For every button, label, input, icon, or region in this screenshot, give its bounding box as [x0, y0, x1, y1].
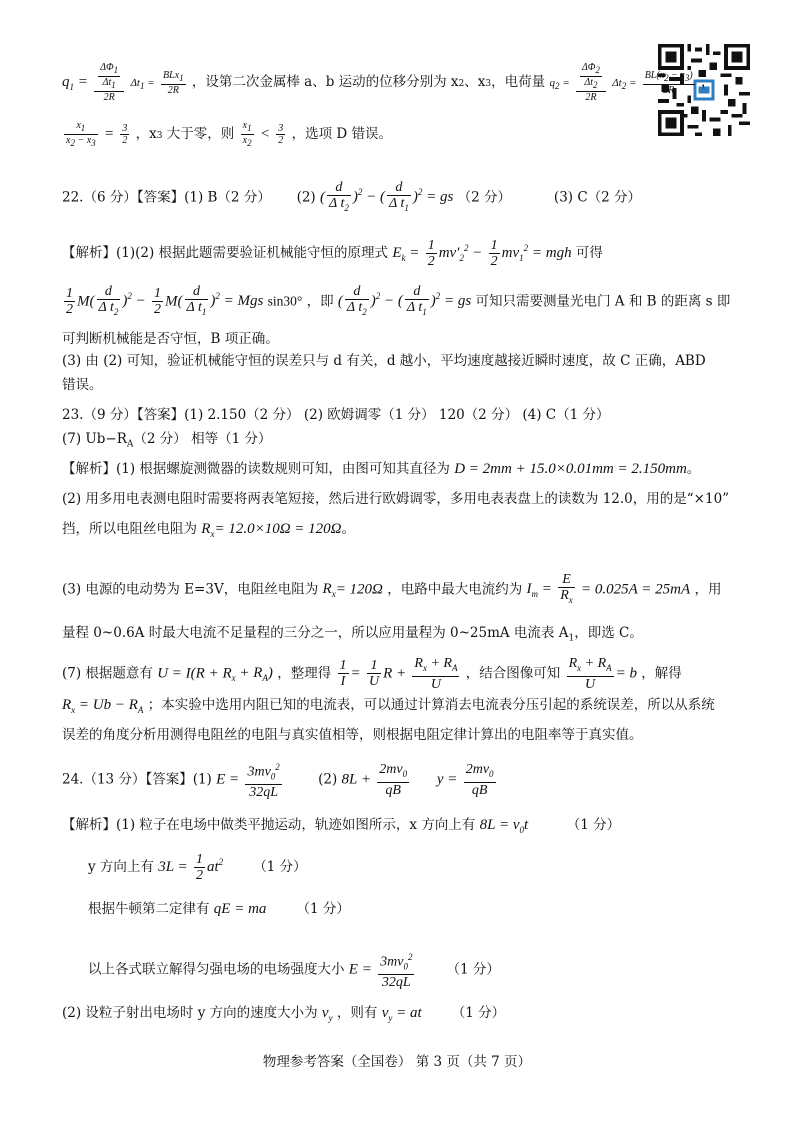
q22-analysis-3: 可判断机械能是否守恒，B 项正确。 — [62, 331, 279, 347]
q23-analysis-3: (3) 电源的电动势为 E=3V，电阻丝电阻为 $R_x= 120\Omega$ ，电路中最大电流约为 $I_m$ = $\frac{E}{R_x}$ = 0.025A = 25mA ，用 — [62, 572, 722, 605]
q23-analysis-3b: 量程 0~0.6A 时最大电流不足量程的三分之一，所以应用量程为 0~25mA 电流表 $A_1$，即选 C。 — [62, 625, 643, 644]
q22-analysis-4: (3) 由 (2) 可知，验证机械能守恒的误差只与 d 有关，d 越小，平均速度越接近瞬时速度，故 C 正确，ABD — [62, 353, 706, 369]
text-line-2: $\frac{x_1}{x_2 - x_3}$ = $\frac{3}{2}$ ，x3 大于零，则 $\frac{x_1}{x_2}$ < $\frac{3}{2}$ ，选项 D 错误。 — [66, 120, 392, 148]
q22-answer: 22.（6 分）【答案】(1) B（2 分） (2) ( $\frac{d}{\Delta t_2}$ )$^2$ − ( $\frac{d}{\Delta t_1}$ )$^2$ = gs （2 分） (3) C（2 分） — [62, 180, 642, 213]
q24-analysis-5: (2) 设粒子射出电场时 y 方向的速度大小为 $v_y$ ，则有 $v_y$ = at （1 分） — [62, 1005, 506, 1023]
q24-analysis-1: 【解析】(1) 粒子在电场中做类平抛运动，轨迹如图所示，x 方向上有 $8L = v_0t$ （1 分） — [62, 817, 621, 835]
q24-analysis-4: 以上各式联立解得匀强电场的电场强度大小 E = $\frac{3mv_0^2}{32qL}$ （1 分） — [88, 952, 500, 991]
q24-analysis-2: y 方向上有 3L = $\frac{1}{2}$ $at^2$ （1 分） — [88, 852, 307, 883]
q22-analysis-1: 【解析】(1)(2) 根据此题需要验证机械能守恒的原理式 $E_k$ = $\frac{1}{2}$ $mv'_2^2$ − $\frac{1}{2}$ $mv_1^2$ = mgh 可得 — [62, 238, 603, 269]
q23-analysis-7: (7) 根据题意有 $U = I(R + R_x + R_A)$ ，整理得 $\frac{1}{I}$ = $\frac{1}{U}$ R + $\frac{R_x + R_A}{U}$ ，结合图像可知 $\frac{R_x + R_A}{U}$ = b ，解得 — [62, 656, 682, 692]
q24-analysis-3: 根据牛顿第二定律有 qE = ma （1 分） — [88, 901, 350, 917]
q23-analysis-1: 【解析】(1) 根据螺旋测微器的读数规则可知，由图可知其直径为 D = 2mm + 15.0×0.01mm = 2.150mm。 — [62, 461, 701, 477]
text-line-1: $q_1$ = $\frac{\frac{\Delta\Phi_1}{\Delta t_1}}{2R}$ $\Delta t_1$ = $\frac{BLx_1}{2R}$ ，设第二次金属棒 a、b 运动的位移分别为 x2、x3，电荷量 $q_2$ = $\frac{\frac{\Delta\Phi_2}{\Delta t_2}}{2R}$ $\Delta t_2$ = $\frac{BL(x_2 - x_3)}{2R}$ ， — [62, 62, 715, 103]
q24-answer: 24.（13 分）【答案】(1) E = $\frac{3mv_0^2}{32qL}$ (2) 8L + $\frac{2mv_0}{qB}$ y = $\frac{2mv_0}{qB}$ — [62, 762, 494, 801]
q23-answer-2: (7) $Ub-R_A(2$ 分） 相等（1 分） — [62, 431, 272, 450]
q23-analysis-2: (2) 用多用电表测电阻时需要将两表笔短接，然后进行欧姆调零，多用电表表盘上的读数为 12.0，用的是“×10” — [62, 491, 730, 507]
q22-analysis-2: $\frac{1}{2}$ M( $\frac{d}{\Delta t_2}$ )$^2$ − $\frac{1}{2}$ M( $\frac{d}{\Delta t_1}$ )$^2$ = Mgs sin30° ，即 ( $\frac{d}{\Delta t_2}$ )$^2$ − ( $\frac{d}{\Delta t_1}$ )$^2$ = gs 可知只需要测量光电门 A 和 B 的距离 s 即 — [66, 284, 731, 318]
q23-answer: 23.（9 分）【答案】(1) 2.150（2 分） (2) 欧姆调零（1 分） 120（2 分） (4) C（1 分） — [62, 407, 610, 423]
q23-analysis-7c: 误差的角度分析用测得电阻丝的电阻与真实值相等，则根据电阻定律计算出的电阻率等于真实值。 — [62, 727, 643, 743]
q22-analysis-5: 错误。 — [62, 377, 103, 393]
q23-analysis-7b: $R_x = Ub - R_A$ ；本实验中选用内阻已知的电流表，可以通过计算消去电流表分压引起的系统误差，所以从系统 — [62, 697, 715, 715]
page-footer: 物理参考答案（全国卷） 第 3 页（共 7 页） — [262, 1054, 532, 1070]
q23-analysis-2b: 挡，所以电阻丝电阻为 $R_x= 12.0\times 10\Omega = 120\Omega$。 — [62, 521, 356, 539]
